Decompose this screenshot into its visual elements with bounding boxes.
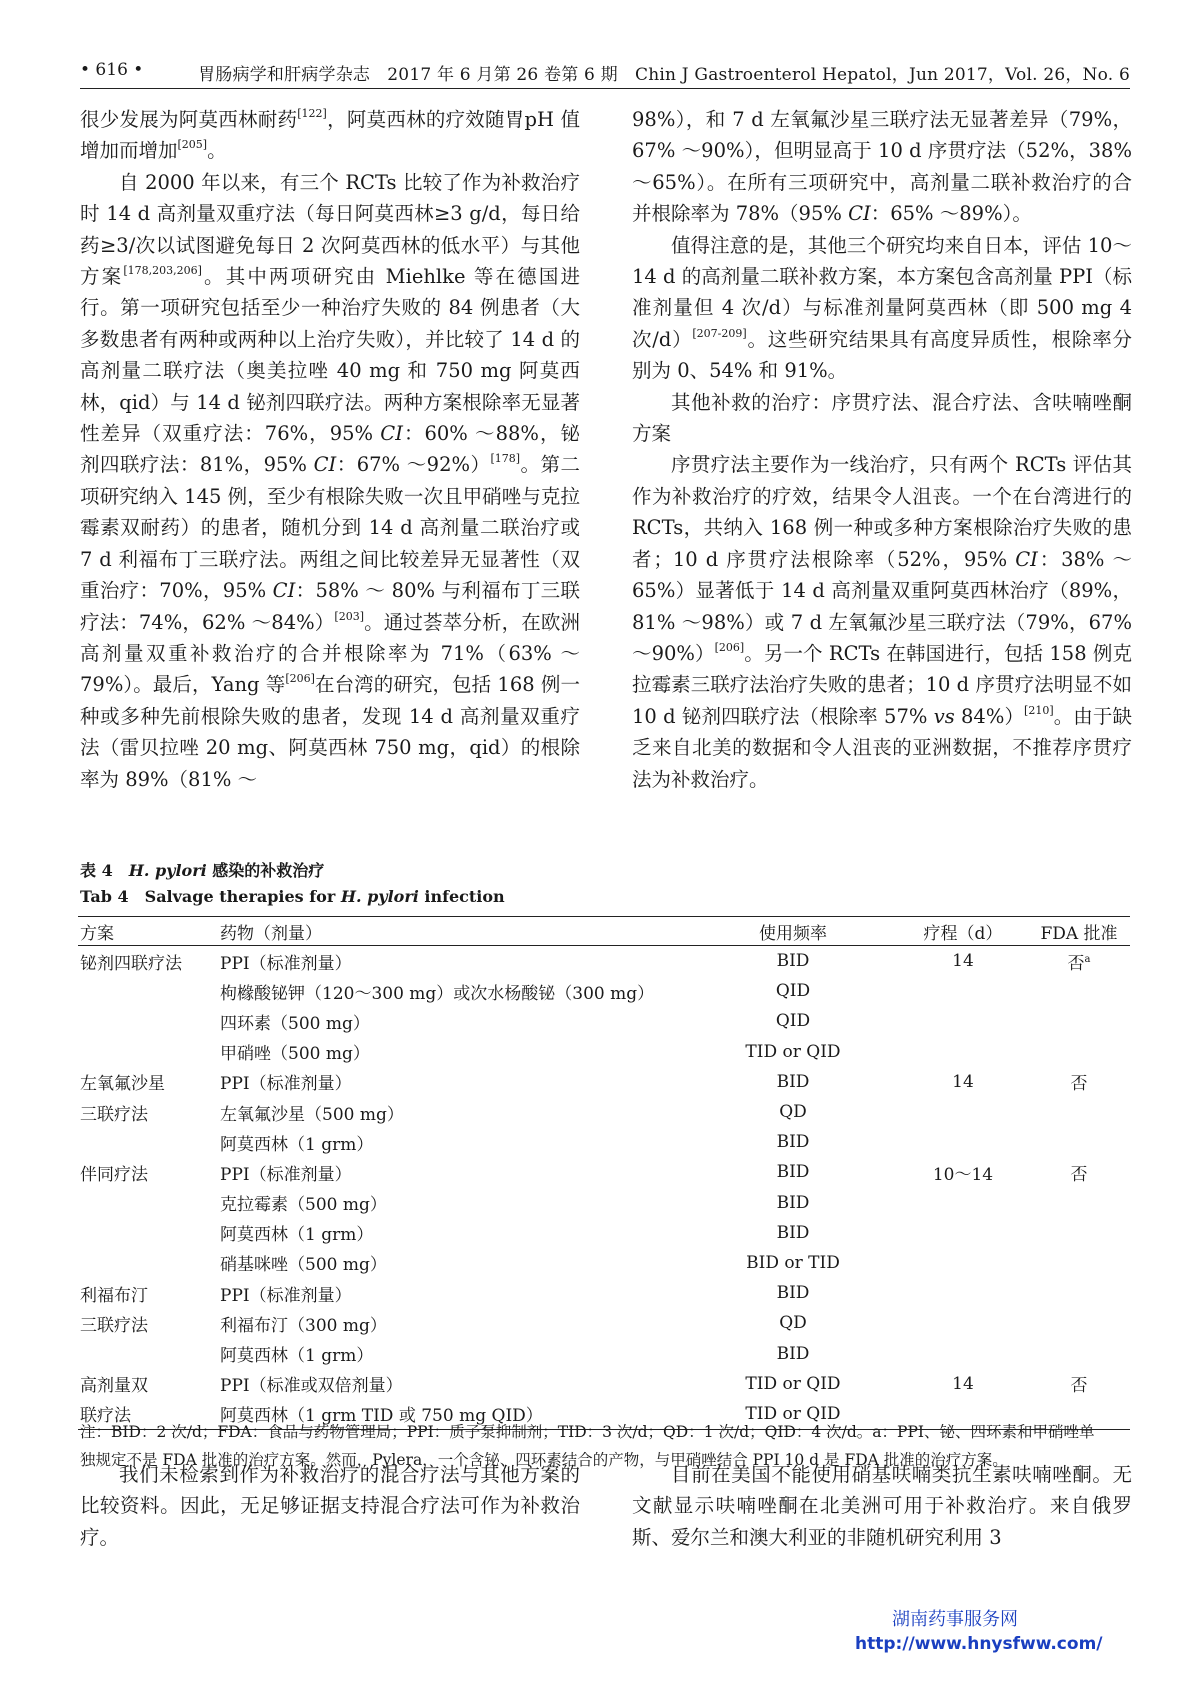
table-row <box>78 1278 1130 1308</box>
fda-approval-cell: 否 <box>1070 1164 1088 1185</box>
duration-cell: 10～14 <box>932 1164 994 1185</box>
fda-approval-cell: 否$^a$ <box>1067 953 1091 974</box>
citation: [207-209] <box>692 327 747 341</box>
frequency-cell: QID <box>775 981 811 1002</box>
paragraph: 值得注意的是，其他三个研究均来自日本，评估 10～14 d 的高剂量二联补救方案，本方案包含高剂量 PPI（标准剂量但 4 次/d）与标准剂量阿莫西林（即 500 mg 4 次/d）[207-209]。这些研究结果具有高度异质性，根除率分别为 0、54% 和 91%。 <box>632 233 1132 383</box>
table-row <box>78 976 1130 1006</box>
duration-cell <box>898 1278 1028 1308</box>
table-header-row <box>78 917 1130 946</box>
citation: [122] <box>297 107 327 121</box>
paragraph: 序贯疗法主要作为一线治疗，只有两个 RCTs 评估其作为补救治疗的疗效，结果令人沮丧。一个在台湾进行的 RCTs，共纳入 168 例一种或多种方案根除治疗失败的患者；10 d 序贯疗法根除率（52%，95% CI：38% ～65%）显著低于 14 d 高剂量双重阿莫西林治疗（89%，81% ～98%）或 7 d 左氧氟沙星三联疗法（79%，67% ～90%）[206]。另一个 RCTs 在韩国进行，包括 158 例克拉霉素三联疗法治疗失败的患者；10 d 序贯疗法明显不如 10 d 铋剂四联疗法（根除率 57% vs 84%）[210]。由于缺乏来自北美的数据和令人沮丧的亚洲数据，不推荐序贯疗法为补救治疗。 <box>632 453 1133 791</box>
duration-cell <box>898 1338 1028 1368</box>
drug-dose-cell: 阿莫西林（1 grm） <box>220 1134 374 1155</box>
duration-cell <box>898 1308 1028 1338</box>
paragraph: 我们未检索到作为补救治疗的混合疗法与其他方案的比较资料。因此，无足够证据支持混合疗法可作为补救治疗。 <box>80 1463 580 1549</box>
section-subheading: 其他补救的治疗：序贯疗法、混合疗法、含呋喃唑酮方案 <box>632 390 1132 446</box>
citation: [206] <box>714 641 745 655</box>
regimen-cell: 利福布汀 <box>80 1285 148 1306</box>
frequency-cell: TID or QID <box>745 1373 841 1394</box>
frequency-cell: TID or QID <box>745 1041 841 1062</box>
drug-dose-cell: 左氧氟沙星（500 mg） <box>220 1104 404 1125</box>
table-row <box>78 1308 1130 1338</box>
drug-dose-cell: PPI（标准或双倍剂量） <box>220 1376 403 1397</box>
fda-approval-cell: 否 <box>1070 1074 1088 1095</box>
column-header: 疗程（d） <box>898 917 1028 946</box>
regimen-cell: 左氧氟沙星 <box>80 1074 165 1095</box>
regimen-cell: 伴同疗法 <box>80 1164 148 1185</box>
fda-approval-cell <box>1028 1006 1130 1036</box>
table-row <box>78 1218 1130 1248</box>
fda-approval-cell <box>1028 1127 1130 1157</box>
frequency-cell: BID <box>776 1283 810 1304</box>
regimen-cell <box>78 1338 218 1368</box>
drug-dose-cell: PPI（标准剂量） <box>220 953 352 974</box>
table-row <box>78 1338 1130 1368</box>
table-row <box>78 1067 1130 1097</box>
column-header: 使用频率 <box>688 917 898 946</box>
drug-dose-cell: 阿莫西林（1 grm） <box>220 1346 374 1367</box>
frequency-cell: BID or TID <box>746 1252 840 1273</box>
frequency-cell: BID <box>776 1132 810 1153</box>
table-row <box>78 1188 1130 1218</box>
table-row <box>78 1369 1130 1399</box>
duration-cell <box>898 1188 1028 1218</box>
fda-approval-cell <box>1028 1248 1130 1278</box>
frequency-cell: TID or QID <box>745 1403 841 1424</box>
duration-cell <box>898 1006 1028 1036</box>
regimen-cell <box>78 1127 218 1157</box>
frequency-cell: BID <box>776 1343 810 1364</box>
regimen-cell: 三联疗法 <box>80 1104 148 1125</box>
citation: [178,203,206] <box>123 264 202 278</box>
table-caption-en: Tab 4 Salvage therapies for H. pylori infection <box>80 887 505 906</box>
regimen-cell <box>78 1188 218 1218</box>
duration-cell: 14 <box>952 951 974 972</box>
duration-cell <box>898 1097 1028 1127</box>
frequency-cell: BID <box>776 1162 810 1183</box>
table-row <box>78 1157 1130 1187</box>
frequency-cell: BID <box>776 951 810 972</box>
fda-approval-cell <box>1028 1097 1130 1127</box>
drug-dose-cell: 四环素（500 mg） <box>220 1013 370 1034</box>
duration-cell <box>898 976 1028 1006</box>
drug-dose-cell: 利福布汀（300 mg） <box>220 1315 387 1336</box>
table-caption-cn: 表 4 H. pylori 感染的补救治疗 <box>80 861 325 880</box>
drug-dose-cell: PPI（标准剂量） <box>220 1285 352 1306</box>
right-column-bottom <box>632 1459 1132 1553</box>
journal-running-head: 胃肠病学和肝病学杂志 2017 年 6 月第 26 卷第 6 期 Chin J Gastroenterol Hepatol，Jun 2017，Vol. 26，No. 6 <box>198 65 1130 85</box>
drug-dose-cell: 硝基咪唑（500 mg） <box>220 1255 387 1276</box>
citation: [206] <box>285 672 315 686</box>
fda-approval-cell <box>1028 1188 1130 1218</box>
regimen-cell <box>78 976 218 1006</box>
paragraph: 98%），和 7 d 左氧氟沙星三联疗法无显著差异（79%，67% ～90%），但明显高于 10 d 序贯疗法（52%，38% ～65%）。在所有三项研究中，高剂量二联补救治疗的合并根除率为 78%（95% CI：65% ～89%）。 <box>632 108 1132 226</box>
regimen-cell <box>78 1248 218 1278</box>
duration-cell: 14 <box>952 1071 974 1092</box>
page-header <box>80 58 1130 89</box>
watermark <box>855 1607 1103 1657</box>
fda-approval-cell <box>1028 1037 1130 1067</box>
table-body <box>78 946 1130 1430</box>
fda-approval-cell <box>1028 1218 1130 1248</box>
table-row <box>78 1037 1130 1067</box>
regimen-cell <box>78 1218 218 1248</box>
fda-approval-cell <box>1028 976 1130 1006</box>
table-row <box>78 1006 1130 1036</box>
frequency-cell: QD <box>779 1102 807 1123</box>
table-row <box>78 946 1130 977</box>
regimen-cell <box>78 1006 218 1036</box>
citation: [205] <box>177 138 208 152</box>
fda-approval-cell <box>1028 1278 1130 1308</box>
paragraph: 自 2000 年以来，有三个 RCTs 比较了作为补救治疗时 14 d 高剂量双重疗法（每日阿莫西林≥3 g/d，每日给药≥3/次以试图避免每日 2 次阿莫西林的低水平）与其他方案[178,203,206]。其中两项研究由 Miehlke 等在德国进行。第一项研究包括至少一种治疗失败的 84 例患者（大多数患者有两种或两种以上治疗失败），并比较了 14 d 的高剂量二联疗法（奥美拉唑 40 mg 和 750 mg 阿莫西林，qid）与 14 d 铋剂四联疗法。两种方案根除率无显著性差异（双重疗法：76%，95% CI：60% ～88%，铋剂四联疗法：81%，95% CI：67% ～92%）[178]。第二项研究纳入 145 例，至少有根除失败一次且甲硝唑与克拉霉素双耐药）的患者，随机分到 14 d 高剂量二联治疗或 7 d 利福布丁三联疗法。两组之间比较差异无显著性（双重治疗：70%，95% CI：58% ～ 80% 与利福布丁三联疗法：74%，62% ～84%）[203]。通过荟萃分析，在欧洲高剂量双重补救治疗的合并根除率为 71%（63% ～79%）。最后，Yang 等[206]在台湾的研究，包括 168 例一种或多种先前根除失败的患者，发现 14 d 高剂量双重疗法（雷贝拉唑 20 mg、阿莫西林 750 mg，qid）的根除率为 89%（81% ～ <box>80 170 580 791</box>
drug-dose-cell: 枸橼酸铋钾（120～300 mg）或次水杨酸铋（300 mg） <box>220 983 655 1004</box>
table-row <box>78 1127 1130 1157</box>
watermark-site-name: 湖南药事服务网 <box>892 1609 1018 1630</box>
frequency-cell: BID <box>776 1222 810 1243</box>
fda-approval-cell: 否 <box>1070 1376 1088 1397</box>
regimen-cell: 铋剂四联疗法 <box>80 953 182 974</box>
table-row <box>78 1097 1130 1127</box>
duration-cell <box>898 1248 1028 1278</box>
duration-cell <box>898 1037 1028 1067</box>
frequency-cell: BID <box>776 1071 810 1092</box>
table-footnote: 注：BID：2 次/d；FDA：食品与药物管理局；PPI：质子泵抑制剂；TID：3 次/d；QD：1 次/d；QID：4 次/d。a：PPI、铋、四环素和甲硝唑单 独规定不是 FDA 批准的治疗方案。然而，Pylera，一个含铋、四环素结合的产物，与甲硝唑结合 PPI 10 d 是 FDA 批准的治疗方案。 <box>80 1423 1095 1469</box>
frequency-cell: BID <box>776 1192 810 1213</box>
duration-cell <box>898 1127 1028 1157</box>
drug-dose-cell: PPI（标准剂量） <box>220 1164 352 1185</box>
duration-cell: 14 <box>952 1373 974 1394</box>
citation: [178] <box>490 452 521 466</box>
citation: [203] <box>334 609 365 623</box>
citation: [210] <box>1024 703 1054 717</box>
drug-dose-cell: PPI（标准剂量） <box>220 1074 352 1095</box>
paragraph: 很少发展为阿莫西林耐药[122]，阿莫西林的疗效随胃pH 值增加而增加[205]。 <box>80 107 580 163</box>
table-row <box>78 1248 1130 1278</box>
regimen-cell: 高剂量双 <box>80 1376 148 1397</box>
drug-dose-cell: 阿莫西林（1 grm） <box>220 1225 374 1246</box>
regimen-cell: 联疗法 <box>80 1406 131 1427</box>
regimen-cell <box>78 1037 218 1067</box>
footnote-marker: a <box>1084 953 1091 965</box>
left-column-bottom <box>80 1459 580 1553</box>
left-column <box>80 104 580 795</box>
watermark-url: http://www.hnysfww.com/ <box>855 1634 1103 1654</box>
column-header: FDA 批准 <box>1028 917 1130 946</box>
frequency-cell: QID <box>775 1011 811 1032</box>
fda-approval-cell <box>1028 1308 1130 1338</box>
page-number: • 616 • <box>80 60 144 80</box>
drug-dose-cell: 克拉霉素（500 mg） <box>220 1195 387 1216</box>
duration-cell <box>898 1218 1028 1248</box>
paragraph: 目前在美国不能使用硝基呋喃类抗生素呋喃唑酮。无文献显示呋喃唑酮在北美洲可用于补救治疗。来自俄罗斯、爱尔兰和澳大利亚的非随机研究利用 3 <box>632 1463 1132 1549</box>
column-header: 方案 <box>78 917 218 946</box>
fda-approval-cell <box>1028 1338 1130 1368</box>
drug-dose-cell: 阿莫西林（1 grm TID 或 750 mg QID） <box>220 1406 543 1427</box>
salvage-therapy-table <box>78 916 1130 1430</box>
right-column <box>632 104 1132 795</box>
regimen-cell: 三联疗法 <box>80 1315 148 1336</box>
drug-dose-cell: 甲硝唑（500 mg） <box>220 1044 370 1065</box>
frequency-cell: QD <box>779 1313 807 1334</box>
column-header: 药物（剂量） <box>218 917 688 946</box>
